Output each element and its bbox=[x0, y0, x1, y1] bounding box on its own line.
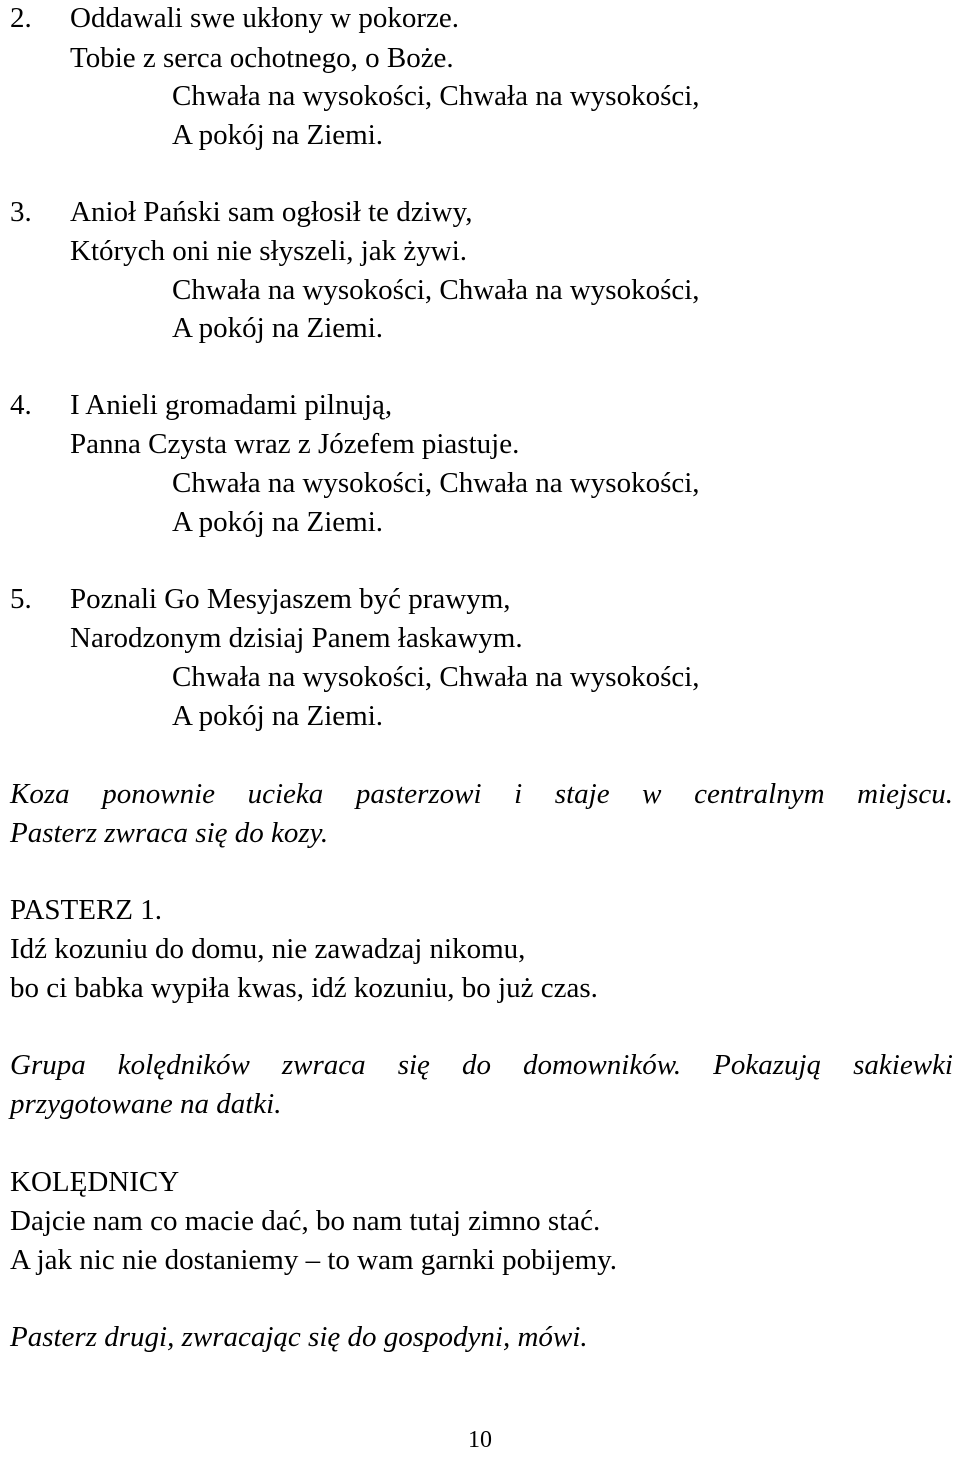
refrain-line: A pokój na Ziemi. bbox=[172, 119, 384, 151]
speech-line: bo ci babka wypiła kwas, idź kozuniu, bo już czas. bbox=[10, 972, 598, 1004]
verse-line: Oddawali swe ukłony w pokorze. bbox=[70, 2, 459, 34]
refrain-line: Chwała na wysokości, Chwała na wysokości, bbox=[172, 467, 700, 499]
refrain-line: A pokój na Ziemi. bbox=[172, 312, 384, 344]
verse-number: 2. bbox=[10, 2, 32, 34]
verse-line: I Anieli gromadami pilnują, bbox=[70, 389, 393, 421]
verse-number: 3. bbox=[10, 196, 32, 228]
verse-line: Poznali Go Mesyjaszem być prawym, bbox=[70, 583, 511, 615]
refrain-line: Chwała na wysokości, Chwała na wysokości, bbox=[172, 661, 700, 693]
page-number: 10 bbox=[468, 1427, 492, 1453]
stage-direction-line: Pasterz zwraca się do kozy. bbox=[10, 817, 329, 849]
stage-direction-line: Pasterz drugi, zwracając się do gospodyni, mówi. bbox=[10, 1321, 588, 1353]
refrain-line: Chwała na wysokości, Chwała na wysokości, bbox=[172, 274, 700, 306]
refrain-line: A pokój na Ziemi. bbox=[172, 506, 384, 538]
refrain-line: A pokój na Ziemi. bbox=[172, 700, 384, 732]
stage-direction-line: Koza ponownie ucieka pasterzowi i staje w centralnym miejscu. bbox=[10, 778, 953, 810]
verse-line: Panna Czysta wraz z Józefem piastuje. bbox=[70, 428, 520, 460]
speaker-name: KOLĘDNICY bbox=[10, 1166, 180, 1198]
stage-direction-line: przygotowane na datki. bbox=[10, 1088, 282, 1120]
verse-line: Tobie z serca ochotnego, o Boże. bbox=[70, 42, 454, 74]
speech-line: Idź kozuniu do domu, nie zawadzaj nikomu, bbox=[10, 933, 526, 965]
speaker-name: PASTERZ 1. bbox=[10, 894, 163, 926]
verse-line: Których oni nie słyszeli, jak żywi. bbox=[70, 235, 468, 267]
stage-direction-line: Grupa kolędników zwraca się do domowników. Pokazują sakiewki bbox=[10, 1049, 953, 1081]
verse-number: 5. bbox=[10, 583, 32, 615]
verse-line: Anioł Pański sam ogłosił te dziwy, bbox=[70, 196, 473, 228]
refrain-line: Chwała na wysokości, Chwała na wysokości, bbox=[172, 80, 700, 112]
speech-line: Dajcie nam co macie dać, bo nam tutaj zimno stać. bbox=[10, 1205, 601, 1237]
speech-line: A jak nic nie dostaniemy – to wam garnki pobijemy. bbox=[10, 1244, 618, 1276]
verse-line: Narodzonym dzisiaj Panem łaskawym. bbox=[70, 622, 523, 654]
verse-number: 4. bbox=[10, 389, 32, 421]
